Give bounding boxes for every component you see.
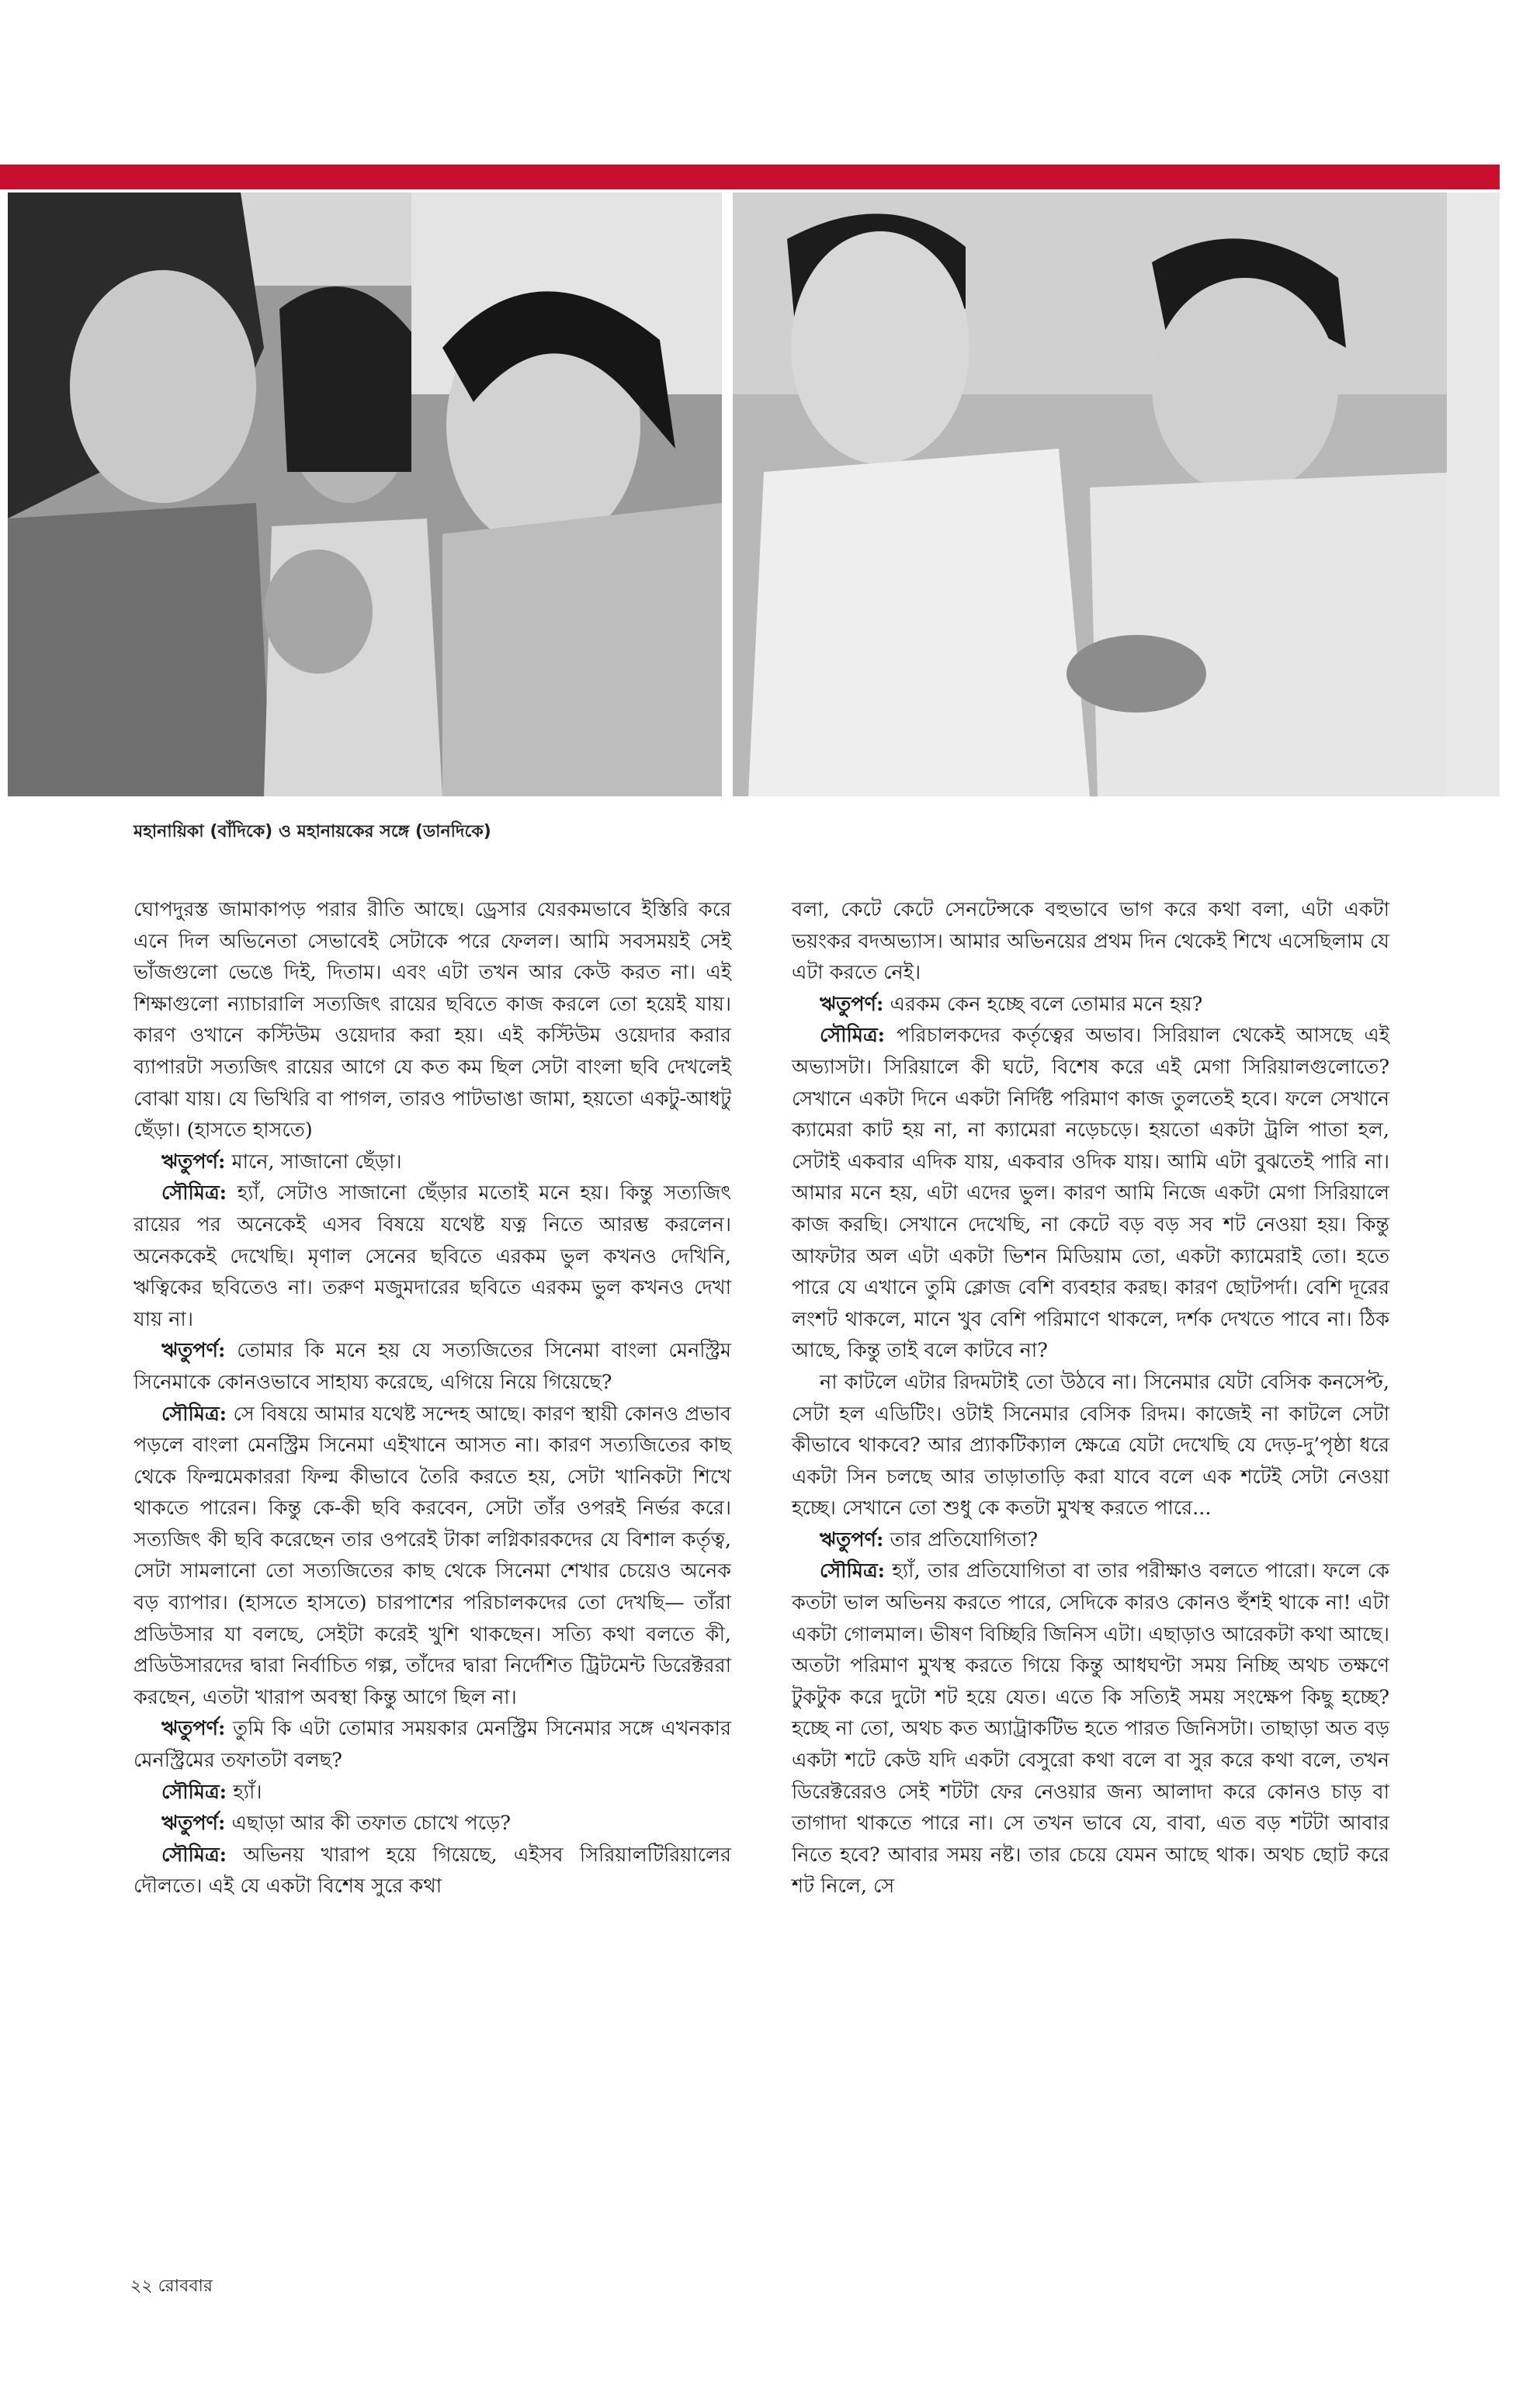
paragraph bbox=[134, 894, 731, 1146]
paragraph bbox=[792, 1555, 1389, 1902]
paragraph-text: এছাড়া আর কী তফাত চোখে পড়ে? bbox=[225, 1812, 511, 1836]
paragraph bbox=[792, 1524, 1389, 1556]
paragraph-text: না কাটলে এটার রিদমটাই তো উঠবে না। সিনেমার যেটা বেসিক কনসেপ্ট, সেটা হল এডিটিং। ওটাই সিনেমার বেসিক রিদম। কাজেই না কাটলে সেটা কীভাবে থাকবে? আর প্র্যাকটিক্যাল ক্ষেত্রে যেটা দেখেছি যে দেড়-দু’পৃষ্ঠা ধরে একটা সিন চলছে আর তাড়াতাড়ি করা যাবে বলে এক শটেই সেটা নেওয়া হচ্ছে। সেখানে তো শুধু কে কতটা মুখস্থ করতে পারে... bbox=[792, 1370, 1389, 1521]
photo-left-illustration bbox=[8, 192, 722, 796]
paragraph-text: বলা, কেটে কেটে সেনটেন্সকে বহুভাবে ভাগ করে কথা বলা, এটা একটা ভয়ংকর বদঅভ্যাস। আমার অভিনয়ের প্রথম দিন থেকেই শিখে এসেছিলাম যে এটা করতে নেই। bbox=[792, 898, 1389, 985]
photo-caption: মহানায়িকা (বাঁদিকে) ও মহানায়কের সঙ্গে (ডানদিকে) bbox=[134, 822, 491, 841]
paragraph-text: ঘোপদুরস্ত জামাকাপড় পরার রীতি আছে। ড্রেসার যেরকমভাবে ইস্তিরি করে এনে দিল অভিনেতা সেভাবেই সেটাকে পরে ফেলল। আমি সবসময়ই সেই ভাঁজগুলো ভেঙে দিই, দিতাম। এবং এটা তখন আর কেউ করত না। এই শিক্ষাগুলো ন্যাচারালি সত্যজিৎ রায়ের ছবিতে কাজ করলে তো হয়েই যায়। কারণ ওখানে কস্টিউম ওয়েদার করা হয়। এই কস্টিউম ওয়েদার করার ব্যাপারটা সত্যজিৎ রায়ের আগে যে কত কম ছিল সেটা বাংলা ছবি দেখলেই বোঝা যায়। যে ভিখিরি বা পাগল, তারও পাটভাঙা জামা, হয়তো একটু-আধটু ছেঁড়া। (হাসতে হাসতে) bbox=[134, 898, 731, 1143]
paragraph bbox=[134, 1840, 731, 1902]
article-column-right bbox=[792, 894, 1389, 1902]
paragraph bbox=[134, 1335, 731, 1398]
accent-bar bbox=[0, 165, 1500, 189]
paragraph bbox=[134, 1399, 731, 1714]
paragraph-text: হ্যাঁ। bbox=[227, 1780, 262, 1804]
paragraph bbox=[792, 989, 1389, 1021]
paragraph-text: এরকম কেন হচ্ছে বলে তোমার মনে হয়? bbox=[883, 992, 1203, 1016]
speaker-name: ঋতুপর্ণ: bbox=[161, 1339, 226, 1363]
paragraph bbox=[792, 1367, 1389, 1524]
paragraph-text: তুমি কি এটা তোমার সময়কার মেনস্ট্রিম সিনেমার সঙ্গে এখনকার মেনস্ট্রিমের তফাতটা বলছ? bbox=[134, 1717, 731, 1773]
mahanayika-photo bbox=[8, 192, 722, 796]
speaker-name: সৌমিত্র: bbox=[161, 1780, 227, 1804]
paragraph-text: তার প্রতিযোগিতা? bbox=[883, 1528, 1039, 1552]
paragraph bbox=[134, 1808, 731, 1840]
photo-right-illustration bbox=[733, 192, 1500, 796]
speaker-name: ঋতুপর্ণ: bbox=[161, 1812, 226, 1836]
paragraph bbox=[134, 1177, 731, 1335]
paragraph-text: তোমার কি মনে হয় যে সত্যজিতের সিনেমা বাংলা মেনস্ট্রিম সিনেমাকে কোনওভাবে সাহায্য করেছে, এগিয়ে নিয়ে গিয়েছে? bbox=[134, 1339, 731, 1394]
paragraph bbox=[134, 1146, 731, 1178]
speaker-name: ঋতুপর্ণ: bbox=[161, 1150, 226, 1174]
speaker-name: সৌমিত্র: bbox=[161, 1181, 227, 1205]
speaker-name: সৌমিত্র: bbox=[161, 1843, 227, 1867]
paragraph-text: সে বিষয়ে আমার যথেষ্ট সন্দেহ আছে। কারণ স্থায়ী কোনও প্রভাব পড়লে বাংলা মেনস্ট্রিম সিনেমা এইখানে আসত না। কারণ সত্যজিতের কাছ থেকে ফিল্মমেকাররা ফিল্ম কীভাবে তৈরি করতে হয়, সেটা খানিকটা শিখে থাকতে পারেন। কিন্তু কে-কী ছবি করবেন, সেটা তাঁর ওপরই নির্ভর করে। সত্যজিৎ কী ছবি করেছেন তার ওপরেই টাকা লগ্নিকারকদের যে বিশাল কর্তৃত্ব, সেটা সামলানো তো সত্যজিতের কাছ থেকে সিনেমা শেখার চেয়েও অনেক বড় ব্যাপার। (হাসতে হাসতে) চারপাশের পরিচালকদের তো দেখছি— তাঁরা প্রডিউসার যা বলছে, সেইটা করেই খুশি থাকছেন। সত্যি কথা বলতে কী, প্রডিউসারদের দ্বারা নির্বাচিত গল্প, তাঁদের দ্বারা নির্দেশিত ট্রিটমেন্ট ডিরেক্টররা করছেন, এতটা খারাপ অবস্থা কিন্তু আগে ছিল না। bbox=[134, 1402, 731, 1709]
article-column-left bbox=[134, 894, 731, 1902]
paragraph-text: হ্যাঁ, তার প্রতিযোগিতা বা তার পরীক্ষাও বলতে পারো। ফলে কে কতটা ভাল অভিনয় করতে পারে, সেদিকে কারও কোনও হুঁশই থাকে না! এটা একটা গোলমাল। ভীষণ বিচ্ছিরি জিনিস এটা। এছাড়াও আরেকটা কথা আছে। অতটা পরিমাণ মুখস্থ করতে গিয়ে কিন্তু আধঘণ্টা সময় নিচ্ছি অথচ তক্ষণে টুকটুক করে দুটো শট হয়ে যেত। এতে কি সত্যিই সময় সংক্ষেপ কিছু হচ্ছে? হচ্ছে না তো, অথচ কত অ্যাট্রাকটিভ হতে পারত জিনিসটা। তাছাড়া অত বড় একটা শটে কেউ যদি একটা বেসুরো কথা বলে বা সুর করে কথা বলে, তখন ডিরেক্টরেরও সেই শটটা ফের নেওয়ার জন্য আলাদা করে কোনও চাড় বা তাগাদা থাকতে পারে না। সে তখন ভাবে যে, বাবা, এত বড় শটটা আবার নিতে হবে? আবার সময় নষ্ট। তার চেয়ে যেমন আছে থাক। অথচ ছোট করে শট নিলে, সে bbox=[792, 1559, 1389, 1899]
paragraph bbox=[792, 894, 1389, 989]
paragraph-text: পরিচালকদের কর্তৃত্বের অভাব। সিরিয়াল থেকেই আসছে এই অভ্যাসটা। সিরিয়ালে কী ঘটে, বিশেষ করে এই মেগা সিরিয়ালগুলোতে? সেখানে একটা দিনে একটা নির্দিষ্ট পরিমাণ কাজ তুলতেই হবে। ফলে সেখানে ক্যামেরা কাট হয় না, না ক্যামেরা নড়েচড়ে। হয়তো একটা ট্রলি পাতা হল, সেটাই একবার এদিক যায়, একবার ওদিক যায়। আমি এটা বুঝতেই পারি না। আমার মনে হয়, এটা এদের ভুল। কারণ আমি নিজে একটা মেগা সিরিয়ালে কাজ করছি। সেখানে দেখেছি, না কেটে বড় বড় সব শট নেওয়া হয়। কিন্তু আফটার অল এটা একটা ভিশন মিডিয়াম তো, একটা ক্যামেরাই তো। হতে পারে যে এখানে তুমি ক্লোজ বেশি ব্যবহার করছ। কারণ ছোটপর্দা। বেশি দূরের লংশট থাকলে, মানে খুব বেশি পরিমাণে থাকলে, দর্শক দেখতে পাবে না। ঠিক আছে, কিন্তু তাই বলে কাটবে না? bbox=[792, 1024, 1389, 1363]
paragraph bbox=[134, 1777, 731, 1809]
speaker-name: ঋতুপর্ণ: bbox=[161, 1717, 226, 1741]
paragraph-text: হ্যাঁ, সেটাও সাজানো ছেঁড়ার মতোই মনে হয়। কিন্তু সত্যজিৎ রায়ের পর অনেকেই এসব বিষয়ে যথেষ্ট যত্ন নিতে আরম্ভ করলেন। অনেককেই দেখেছি। মৃণাল সেনের ছবিতে এরকম ভুল কখনও দেখিনি, ঋত্বিকের ছবিতেও না। তরুণ মজুমদারের ছবিতে এরকম ভুল কখনও দেখা যায় না। bbox=[134, 1181, 731, 1331]
paragraph-text: অভিনয় খারাপ হয়ে গিয়েছে, এইসব সিরিয়ালটিরিয়ালের দৌলতে। এই যে একটা বিশেষ সুরে কথা bbox=[134, 1843, 731, 1899]
paragraph-text: মানে, সাজানো ছেঁড়া। bbox=[225, 1150, 402, 1174]
page-folio: ২২ রোববার bbox=[130, 2277, 213, 2296]
paragraph bbox=[792, 1020, 1389, 1367]
speaker-name: সৌমিত্র: bbox=[820, 1559, 886, 1583]
speaker-name: সৌমিত্র: bbox=[161, 1402, 227, 1426]
speaker-name: সৌমিত্র: bbox=[820, 1024, 886, 1048]
paragraph bbox=[134, 1713, 731, 1776]
speaker-name: ঋতুপর্ণ: bbox=[820, 1528, 884, 1552]
speaker-name: ঋতুপর্ণ: bbox=[820, 992, 884, 1016]
mahanayak-photo bbox=[733, 192, 1500, 796]
